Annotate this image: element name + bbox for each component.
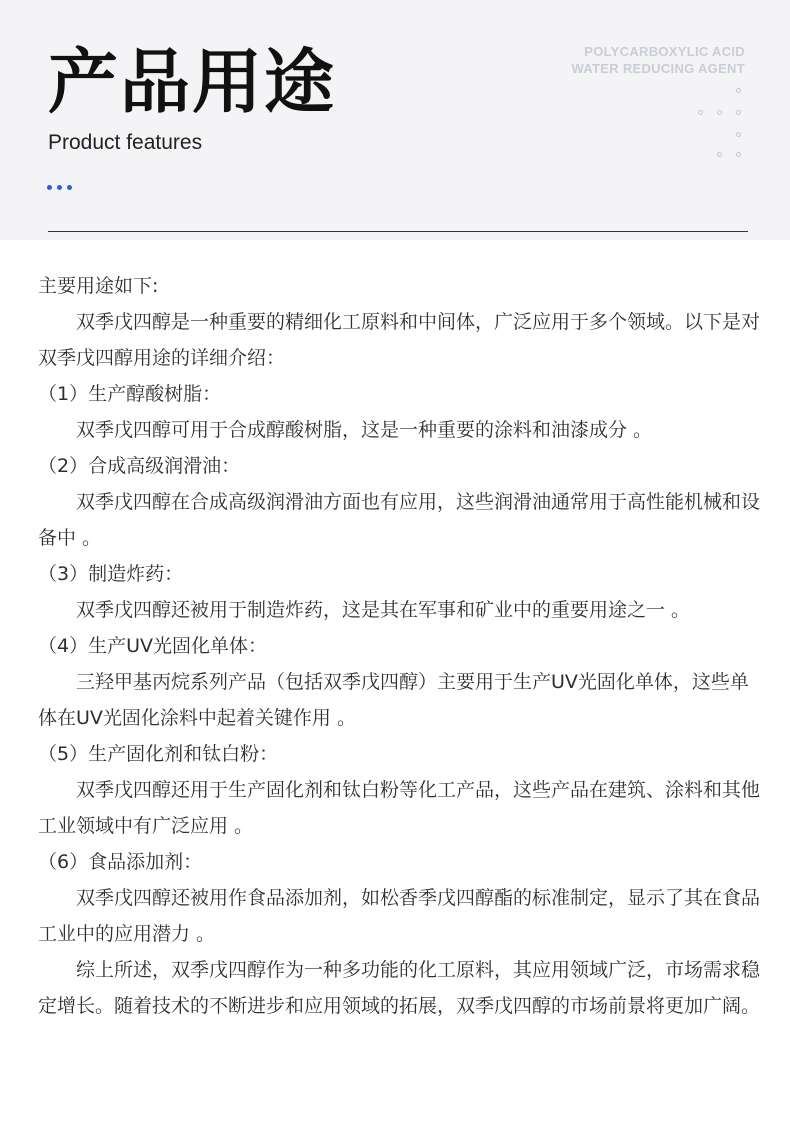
item-title-5: （5）生产固化剂和钛白粉： [38,743,279,765]
item-text-1: 双季戊四醇可用于合成醇酸树脂，这是一种重要的涂料和油漆成分 。 [76,419,653,441]
divider-line [48,231,748,232]
item-text-3: 双季戊四醇还被用于制造炸药，这是其在军事和矿业中的重要用途之一 。 [76,599,691,621]
tagline-line-1: POLYCARBOXYLIC ACID [584,44,745,59]
article-body [38,268,763,1024]
item-title-6: （6）食品添加剂： [38,851,203,873]
page-subtitle: Product features [48,131,203,154]
item-title-4: （4）生产UV光固化单体： [38,635,267,657]
tagline-line-2: WATER REDUCING AGENT [571,61,745,76]
item-text-2: 双季戊四醇在合成高级润滑油方面也有应用，这些润滑油通常用于高性能机械和设备中 。 [38,491,761,549]
intro-heading: 主要用途如下: [38,275,159,297]
item-text-4: 三羟甲基丙烷系列产品（包括双季戊四醇）主要用于生产UV光固化单体，这些单体在UV光固化涂料中起着关键作用 。 [38,671,749,729]
item-title-3: （3）制造炸药： [38,563,184,585]
page-title: 产品用途 [48,41,336,123]
item-text-6: 双季戊四醇还被用作食品添加剂，如松香季戊四醇酯的标准制定，显示了其在食品工业中的应用潜力 。 [38,887,761,945]
item-title-1: （1）生产醇酸树脂： [38,383,222,405]
header-panel [0,0,790,240]
intro-paragraph: 双季戊四醇是一种重要的精细化工原料和中间体，广泛应用于多个领域。以下是对双季戊四醇用途的详细介绍： [38,311,761,369]
tagline [571,43,745,77]
conclusion-paragraph: 综上所述，双季戊四醇作为一种多功能的化工原料，其应用领域广泛，市场需求稳定增长。随着技术的不断进步和应用领域的拓展，双季戊四醇的市场前景将更加广阔。 [38,959,761,1017]
item-title-2: （2）合成高级润滑油： [38,455,241,477]
decorative-dots-icon [690,80,750,170]
ellipsis-dots-icon [47,185,77,193]
item-text-5: 双季戊四醇还用于生产固化剂和钛白粉等化工产品，这些产品在建筑、涂料和其他工业领域中有广泛应用 。 [38,779,761,837]
